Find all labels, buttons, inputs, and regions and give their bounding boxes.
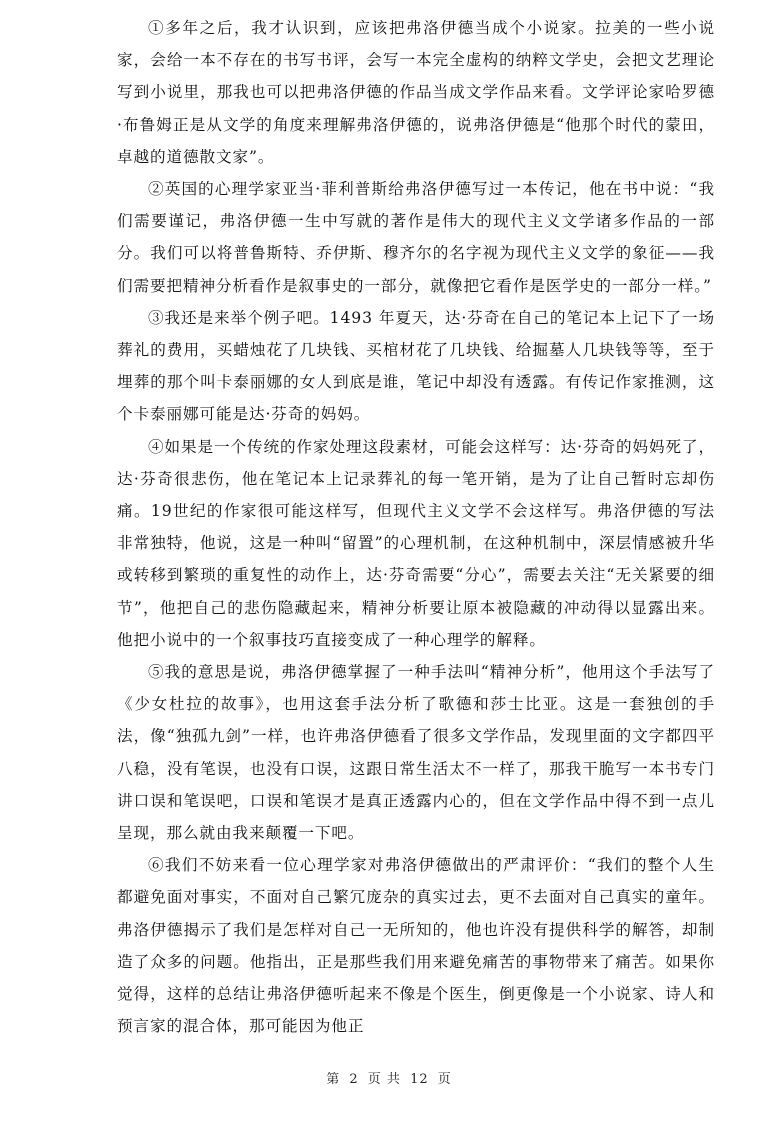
- document-body: [117, 12, 715, 1043]
- paragraph-2: ②英国的心理学家亚当·菲利普斯给弗洛伊德写过一本传记，他在书中说：“我们需要谨记，弗洛伊德一生中写就的著作是伟大的现代主义文学诸多作品的一部分。我们可以将普鲁斯特、乔伊斯、穆齐尔的名字视为现代主义文学的象征——我们需要把精神分析看作是叙事史的一部分，就像把它看作是医学史的一部分一样。”: [117, 180, 715, 295]
- paragraph-5: ⑤我的意思是说，弗洛伊德掌握了一种手法叫“精神分析”，他用这个手法写了《少女杜拉的故事》，也用这套手法分析了歌德和莎士比亚。这是一套独创的手法，像“独孤九剑”一样，也许弗洛伊德看了很多文学作品，发现里面的文字都四平八稳，没有笔误，也没有口误，这跟日常生活太不一样了，那我干脆写一本书专门讲口误和笔误吧，口误和笔误才是真正透露内心的，但在文学作品中得不到一点儿呈现，那么就由我来颠覆一下吧。: [117, 663, 715, 843]
- footer-suffix: 页: [437, 1072, 452, 1087]
- paragraph-3: ③我还是来举个例子吧。1493 年夏天，达·芬奇在自己的笔记本上记下了一场葬礼的费用，买蜡烛花了几块钱、买棺材花了几块钱、给掘墓人几块钱等等，至于埋葬的那个叫卡泰丽娜的女人到底是谁，笔记中却没有透露。有传记作家推测，这个卡泰丽娜可能是达·芬奇的妈妈。: [117, 308, 715, 424]
- footer-mid: 页 共: [367, 1072, 401, 1087]
- paragraph-4: ④如果是一个传统的作家处理这段素材，可能会这样写：达·芬奇的妈妈死了，达·芬奇很悲伤，他在笔记本上记录葬礼的每一笔开销，是为了让自己暂时忘却伤痛。19世纪的作家很可能这样写，但现代主义文学不会这样写。弗洛伊德的写法非常独特，他说，这是一种叫“留置”的心理机制，在这种机制中，深层情感被升华或转移到繁琐的重复性的动作上，达·芬奇需要“分心”，需要去关注“无关紧要的细节”，他把自己的悲伤隐藏起来，精神分析要让原本被隐藏的冲动得以显露出来。他把小说中的一个叙事技巧直接变成了一种心理学的解释。: [117, 437, 715, 649]
- footer-prefix: 第: [326, 1072, 341, 1087]
- paragraph-1: ①多年之后，我才认识到，应该把弗洛伊德当成个小说家。拉美的一些小说家，会给一本不存在的书写书评，会写一本完全虚构的纳粹文学史，会把文艺理论写到小说里，那我也可以把弗洛伊德的作品当成文学作品来看。文学评论家哈罗德·布鲁姆正是从文学的角度来理解弗洛伊德的，说弗洛伊德是“他那个时代的蒙田，卓越的道德散文家”。: [117, 19, 715, 166]
- footer-page-number: 2: [349, 1072, 359, 1087]
- footer-total-pages: 12: [410, 1072, 429, 1087]
- page-footer: [0, 1068, 778, 1087]
- paragraph-6: ⑥我们不妨来看一位心理学家对弗洛伊德做出的严肃评价：“我们的整个人生都避免面对事实，不面对自己繁冗庞杂的真实过去，更不去面对自己真实的童年。弗洛伊德揭示了我们是怎样对自己一无所知的，他也许没有提供科学的解答，却制造了众多的问题。他指出，正是那些我们用来避免痛苦的事物带来了痛苦。如果你觉得，这样的总结让弗洛伊德听起来不像是个医生，倒更像是一个小说家、诗人和预言家的混合体，那可能因为他正: [117, 856, 715, 1036]
